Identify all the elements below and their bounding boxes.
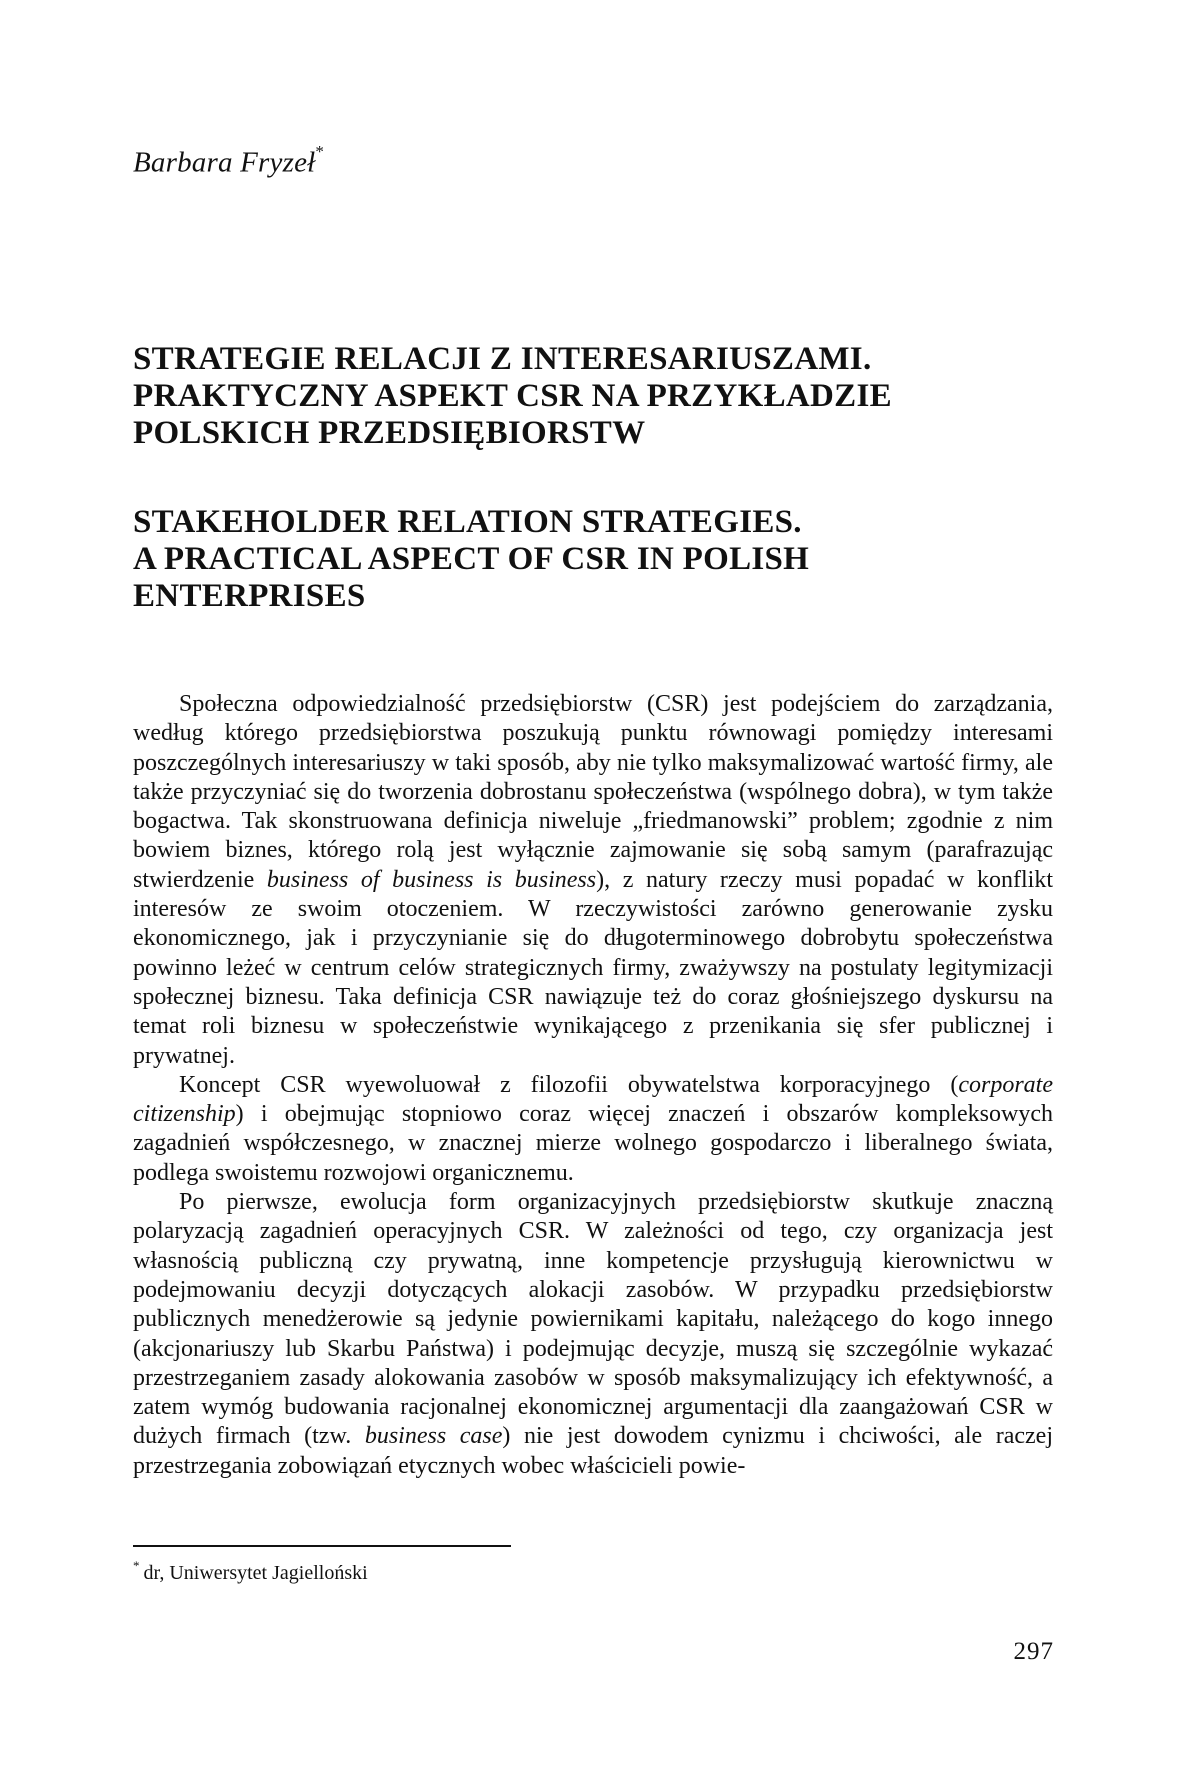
paragraph: Społeczna odpowiedzialność przedsiębiorstw (CSR) jest podejściem do zarządzania, według którego przedsiębiorstwa poszukują punktu równowagi pomiędzy interesami poszczególnych interesariuszy w taki sposób, aby nie tylko maksymalizować wartość firmy, ale także przyczyniać się do tworzenia dobrostanu społeczeństwa (wspólnego dobra), w tym także bogactwa. Tak skonstruowana definicja niweluje „friedmanowski” problem; zgodnie z nim bowiem biznes, którego rolą jest wyłącznie zajmowanie się sobą samym (parafrazując stwierdzenie business of business is business), z natury rzeczy musi popadać w konflikt interesów ze swoim otoczeniem. W rzeczywistości zarówno generowanie zysku ekonomicznego, jak i przyczynianie się do długoterminowego dobrobytu społeczeństwa powinno leżeć w centrum celów strategicznych firmy, zważywszy na postulaty legitymizacji społecznej biznesu. Taka definicja CSR nawiązuje też do coraz głośniejszego dyskursu na temat roli biznesu w społeczeństwie wynikającego z przenikania się sfer publicznej i prywatnej.	[133, 691, 1053, 1069]
italic-phrase: corporate citizenship	[133, 1071, 1053, 1128]
title-polish	[133, 341, 1073, 452]
italic-phrase: business of business is business	[266, 866, 597, 893]
title-polish-line: POLSKICH PRZEDSIĘBIORSTW	[133, 415, 646, 451]
footnote-text: dr, Uniwersytet Jagielloński	[143, 1562, 368, 1584]
footnote	[133, 1558, 368, 1585]
title-polish-line: STRATEGIE RELACJI Z INTERESARIUSZAMI.	[133, 341, 872, 377]
title-english-line: ENTERPRISES	[133, 578, 366, 614]
footnote-divider	[133, 1545, 511, 1547]
body-text	[133, 690, 1053, 1481]
paragraph: Po pierwsze, ewolucja form organizacyjnych przedsiębiorstw skutkuje znaczną polaryzacją zagadnień operacyjnych CSR. W zależności od tego, czy organizacja jest własnością publiczną czy prywatną, inne kompetencje przysługują kierownictwu w podejmowaniu decyzji dotyczących alokacji zasobów. W przypadku przedsiębiorstw publicznych menedżerowie są jedynie powiernikami kapitału, należącego do kogo innego (akcjonariuszy lub Skarbu Państwa) i podejmując decyzje, muszą się szczególnie wykazać przestrzeganiem zasady alokowania zasobów w sposób maksymalizujący ich efektywność, a zatem wymóg budowania racjonalnej ekonomicznej argumentacji dla zaangażowań CSR w dużych firmach (tzw. business case) nie jest dowodem cynizmu i chciwości, ale raczej przestrzegania zobowiązań etycznych wobec właścicieli powie-	[133, 1189, 1054, 1479]
author-name: Barbara Fryzeł*	[133, 142, 325, 179]
footnote-mark: *	[133, 1558, 140, 1573]
title-english-line: STAKEHOLDER RELATION STRATEGIES.	[133, 504, 802, 540]
paragraph: Koncept CSR wyewoluował z filozofii obywatelstwa korporacyjnego (corporate citizenship) i obejmując stopniowo coraz więcej znaczeń i obszarów kompleksowych zagadnień współczesnego, w znacznej mierze wolnego gospodarczo i liberalnego świata, podlega swoistemu rozwojowi organicznemu.	[133, 1071, 1053, 1186]
title-english	[133, 504, 1073, 615]
page-number: 297	[1013, 1638, 1054, 1665]
author-footnote-mark: *	[315, 142, 325, 161]
title-english-line: A PRACTICAL ASPECT OF CSR IN POLISH	[133, 541, 810, 577]
title-polish-line: PRAKTYCZNY ASPEKT CSR NA PRZYKŁADZIE	[133, 378, 892, 414]
italic-phrase: business case	[364, 1423, 503, 1450]
